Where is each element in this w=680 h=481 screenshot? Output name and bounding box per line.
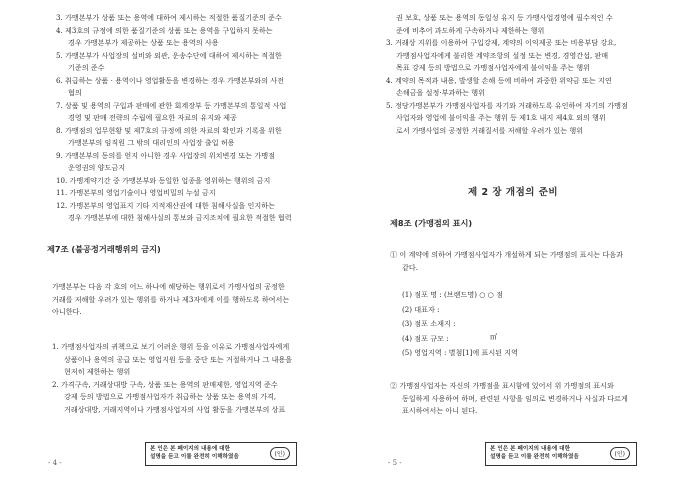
confirmation-text-line: 설명을 듣고 이를 완전히 이해하였음 [150,454,239,460]
seal-mark: (인) [270,447,290,460]
paragraph-line: 아니한다. [52,307,82,316]
confirmation-text-line: 설명을 듣고 이를 완전히 이해하였음 [490,454,579,460]
clause-line: 상품이나 용역의 공급 또는 영업지원 등을 중단 또는 거절하거나 그 내용을 [64,355,293,364]
clause-line: 11. 가맹본부의 영업기술이나 영업비밀의 누설 금지 [56,188,216,197]
paragraph-line: 거래를 저해할 우려가 있는 행위를 하거나 제3자에게 이를 행하도록 하여서는 [52,295,290,304]
clause-line: 사업자와 영업에 불이익을 주는 행위 등 제1호 내지 제4호 외의 행위 [396,113,606,122]
clause-line: 현저히 제한하는 행위 [64,367,131,376]
clause-line: 기준의 준수 [68,63,105,72]
paragraph-line: 동일하게 사용하여 하며, 관련된 사항을 임의로 변경하거나 사실과 다르게 [402,394,628,403]
seal-mark: (인) [610,447,630,460]
confirmation-box [145,442,297,466]
store-field: (1) 점포 명 : (브랜드명) ○ ○ 점 [402,290,503,299]
clause-line: 5. 가맹본부가 사업장의 설비와 외관, 운송수단에 대하여 제시하는 적절한 [56,51,282,60]
clause-line: 거래상대방, 거래지역이나 가맹점사업자의 사업 활동을 가맹본부의 상표 [64,405,286,414]
contract-page-5 [340,0,680,481]
page-number: - 5 - [388,459,402,467]
clause-line: 운영권의 양도금지 [68,163,126,172]
article-7-heading: 제7조 (불공정거래행위의 금지) [47,244,161,254]
clause-line: 3. 가맹본부가 상품 또는 용역에 대하여 제시하는 적절한 품질기준의 준수 [56,13,282,22]
confirmation-box [485,442,637,466]
confirmation-text-line: 본 인은 본 페이지의 내용에 대한 [490,446,570,452]
clause-line: 가맹본부의 임직원 그 밖의 대리인의 사업장 출입 허용 [68,138,235,147]
clause-line: 손해금을 설정·부과하는 행위 [396,88,485,97]
clause-line: 경영 및 판매 전략의 수립에 필요한 자료의 유지와 제공 [68,113,237,122]
article-8-heading: 제8조 (가맹점의 표시) [390,218,473,228]
store-size-unit: ㎡ [490,332,498,341]
clause-line: 목표 강제 등의 방법으로 가맹점사업자에게 불이익을 주는 행위 [396,63,590,72]
confirmation-text [490,445,579,461]
clause-line: 5. 정당가맹본부가 가맹점사업자를 자기와 거래하도록 유인하여 자기의 가맹점 [386,101,628,110]
clause-line: 9. 가맹본부의 동의를 얻지 아니한 경우 사업장의 위치변경 또는 가맹점 [56,151,275,160]
clause-line: 권 보호, 상품 또는 용역의 동일성 유지 등 가맹사업경영에 필수적인 수 [396,13,613,22]
clause-line: 12. 가맹본부의 영업표지 기타 지적재산권에 대한 침해사실을 인지하는 [56,201,275,210]
page-number: - 4 - [48,459,62,467]
clause-line: 4. 계약의 목적과 내용, 발생할 손해 등에 비하여 과중한 위약금 또는 지연 [386,76,612,85]
clause-line: 경우 가맹본부에 대한 침해사실의 통보와 금지조치에 필요한 적절한 협력 [68,213,292,222]
store-field: (3) 점포 소재지 : [402,319,456,328]
store-field: (4) 점포 규모 : [402,334,449,343]
clause-line: 로서 가맹사업의 공정한 거래질서를 저해할 우려가 있는 행위 [396,126,584,135]
chapter-heading: 제 2 장 개점의 준비 [468,187,559,198]
paragraph-line: ① 이 계약에 의하여 가맹점사업자가 개설하게 되는 가맹점의 표시는 다음과 [390,250,623,259]
clause-line: 3. 거래상 지위를 이용하여 구입강제, 계약의 이익제공 또는 비용부담 강요, [386,38,617,47]
clause-line: 10. 가맹계약기간 중 가맹본부와 동일한 업종을 영위하는 행위의 금지 [56,176,271,185]
paragraph-line: 표시하여서는 아니 된다. [402,406,478,415]
clause-line: 6. 취급하는 상품 · 용역이나 영업활동을 변경하는 경우 가맹본부와의 사전 [56,76,285,85]
store-field: (5) 영업지역 : 별첨[1]에 표시된 지역 [402,348,518,357]
store-field: (2) 대표자 : [402,305,440,314]
clause-line: 협의 [68,88,82,97]
clause-line: 4. 제3호의 규정에 의한 품질기준의 상품 또는 용역을 구입하지 못하는 [56,26,273,35]
clause-line: 8. 가맹점의 업무현황 및 제7호의 규정에 의한 자료의 확인과 기록을 위한 [56,126,282,135]
paragraph-line: 가맹본부는 다음 각 호의 어느 하나에 해당하는 행위로서 가맹사업의 공정한 [52,282,285,291]
clause-line: 강제 등의 방법으로 가맹점사업자가 취급하는 상품 또는 용역의 가격, [64,392,277,401]
clause-line: 경우 가맹본부가 제공하는 상품 또는 용역의 사용 [68,38,219,47]
paragraph-line: ② 가맹점사업자는 자신의 가맹점을 표시함에 있어서 위 가맹점의 표시와 [390,381,614,390]
clause-line: 1. 가맹점사업자의 귀책으로 보기 어려운 행위 등을 이유로 가맹점사업자에게 [52,342,290,351]
confirmation-text [150,445,239,461]
paragraph-line: 같다. [402,263,418,272]
clause-line: 준에 비추어 과도하게 구속하거나 제한하는 행위 [396,26,545,35]
clause-line: 2. 가격구속, 거래상대방 구속, 상품 또는 용역의 판매제한, 영업지역 준수 [52,380,278,389]
confirmation-text-line: 본 인은 본 페이지의 내용에 대한 [150,446,230,452]
clause-line: 가맹점사업자에게 불리한 계약조항의 설정 또는 변경, 경영간섭, 판매 [396,51,609,60]
clause-line: 7. 상품 및 용역의 구입과 판매에 관한 회계장부 등 가맹본부의 통일적 사업 [56,101,287,110]
